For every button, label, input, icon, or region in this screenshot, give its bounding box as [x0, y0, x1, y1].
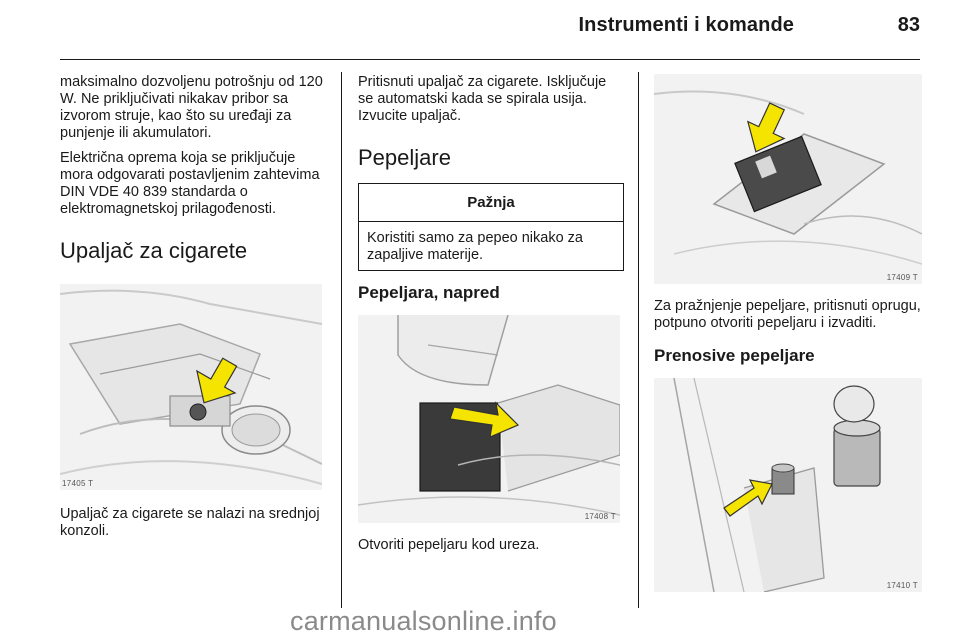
- column-divider-1: [341, 72, 342, 608]
- column-divider-2: [638, 72, 639, 608]
- paragraph-empty-ashtray: Za pražnjenje pepeljare, pritisnuti oprugu, potpuno otvoriti pepeljaru i izvaditi.: [654, 298, 921, 331]
- notice-box: [358, 183, 624, 271]
- caption-open-ashtray: Otvoriti pepeljaru kod ureza.: [358, 537, 540, 553]
- subheading-front-ashtray: Pepeljara, napred: [358, 283, 500, 302]
- heading-cigarette-lighter: Upaljač za cigarete: [60, 238, 248, 263]
- paragraph-electrical-equipment: Električna oprema koja se priključuje mora odgovarati postavljenim zahtevima DIN VDE 40 839 standarda o elektromagnetskoj prilagođenosti.: [60, 150, 320, 217]
- paragraph-power-limit: maksimalno dozvoljenu potrošnju od 120 W. Ne priključivati nikakav pribor sa izvorom struje, kao što su uređaji za punjenje ili akumulatori.: [60, 74, 323, 141]
- illustration-ashtray-removal: [654, 74, 922, 284]
- illustration-portable-ashtray: [654, 378, 922, 592]
- illustration-front-ashtray: [358, 315, 620, 523]
- page-number: 83: [897, 14, 920, 36]
- image-code: 17408 T: [584, 512, 616, 521]
- notice-title: Pažnja: [359, 184, 623, 222]
- image-code: 17405 T: [62, 479, 94, 488]
- watermark: carmanualsonline.info: [290, 606, 557, 636]
- illustration-cigarette-lighter: [60, 284, 322, 490]
- header-rule: [60, 59, 920, 60]
- column-1: [60, 74, 328, 548]
- subheading-portable-ashtrays: Prenosive pepeljare: [654, 346, 815, 365]
- heading-ashtrays: Pepeljare: [358, 145, 451, 170]
- page-header-title: Instrumenti i komande: [578, 14, 794, 36]
- image-code: 17409 T: [886, 273, 918, 282]
- column-3: [654, 74, 922, 592]
- paragraph-press-lighter: Pritisnuti upaljač za cigarete. Isključuje se automatski kada se spirala usija. Izvucite upaljač.: [358, 74, 607, 124]
- image-code: 17410 T: [886, 581, 918, 590]
- caption-cigarette-lighter-location: Upaljač za cigarete se nalazi na srednjoj konzoli.: [60, 506, 320, 539]
- column-2: [358, 74, 624, 562]
- notice-body: Koristiti samo za pepeo nikako za zapaljive materije.: [367, 230, 583, 263]
